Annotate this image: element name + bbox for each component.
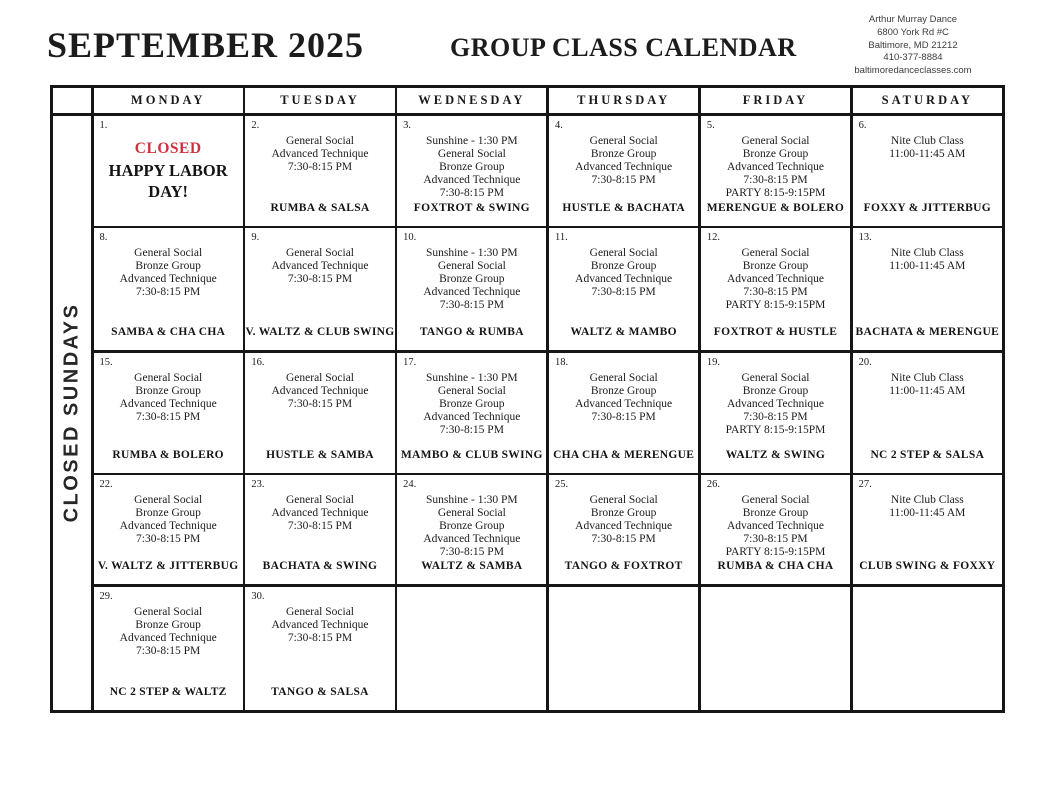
class-line: General Social	[134, 371, 203, 384]
calendar-grid	[50, 85, 1005, 713]
day-number: 13.	[858, 232, 872, 243]
class-line: Advanced Technique	[575, 160, 673, 173]
day-cell-8	[94, 228, 243, 350]
day-number: 20.	[858, 356, 872, 368]
class-schedule	[94, 606, 243, 658]
class-schedule	[701, 372, 850, 437]
day-number: 30.	[251, 590, 265, 602]
class-line: Advanced Technique	[423, 533, 521, 545]
class-line: PARTY 8:15-9:15PM	[725, 299, 826, 311]
class-line: 7:30-8:15 PM	[136, 644, 201, 657]
class-line: PARTY 8:15-9:15PM	[725, 186, 826, 199]
day-cell-1	[94, 116, 243, 226]
class-schedule	[549, 372, 698, 424]
day-number: 3.	[403, 119, 412, 131]
dance-styles-label: NC 2 STEP & WALTZ	[109, 686, 227, 698]
day-cell-27	[853, 475, 1002, 584]
day-number: 9.	[251, 232, 260, 243]
day-number: 11.	[554, 232, 568, 243]
day-header-thursday: THURSDAY	[549, 88, 698, 113]
business-name: Arthur Murray Dance	[868, 14, 958, 25]
day-cell-5	[701, 116, 850, 226]
class-line: General Social	[589, 134, 658, 147]
day-cell-25	[549, 475, 698, 584]
day-cell-empty-4-3	[549, 587, 698, 711]
class-schedule	[245, 606, 394, 645]
day-cell-17	[397, 353, 546, 473]
dance-styles-label: FOXXY & JITTERBUG	[863, 201, 991, 214]
dance-styles-label: WALTZ & SWING	[725, 448, 826, 461]
closed-sundays-label: CLOSED SUNDAYS	[60, 302, 83, 523]
day-cell-20	[853, 353, 1002, 473]
day-cell-23	[245, 475, 394, 584]
class-line: Nite Club Class	[890, 134, 964, 147]
class-line: General Social	[741, 134, 810, 147]
class-line: 7:30-8:15 PM	[136, 533, 201, 545]
day-cell-11	[549, 228, 698, 350]
dance-styles-label: V. WALTZ & CLUB SWING	[245, 326, 395, 338]
business-info	[838, 14, 988, 78]
class-line: Advanced Technique	[726, 520, 824, 532]
class-line: Bronze Group	[742, 384, 809, 397]
day-cell-29	[94, 587, 243, 711]
business-address-line1: 6800 York Rd #C	[877, 26, 949, 38]
class-line: General Social	[741, 494, 810, 506]
class-line: General Social	[741, 247, 810, 259]
class-line: 11:00-11:45 AM	[889, 384, 966, 397]
class-line: Advanced Technique	[423, 286, 521, 298]
class-line: 7:30-8:15 PM	[439, 423, 504, 436]
class-line: General Social	[589, 247, 658, 259]
day-cell-22	[94, 475, 243, 584]
class-schedule	[701, 494, 850, 559]
class-line: Advanced Technique	[271, 384, 369, 397]
page-title: GROUP CLASS CALENDAR	[450, 33, 797, 62]
class-line: Nite Club Class	[890, 247, 964, 259]
corner-cell	[53, 88, 91, 113]
day-number: 12.	[706, 232, 720, 243]
dance-styles-label: V. WALTZ & JITTERBUG	[97, 560, 239, 572]
class-line: Bronze Group	[590, 260, 657, 272]
class-line: General Social	[589, 494, 658, 506]
class-line: Sunshine - 1:30 PM	[425, 371, 518, 384]
class-line: General Social	[285, 134, 354, 147]
class-line: General Social	[285, 247, 354, 259]
class-line: 7:30-8:15 PM	[591, 173, 656, 186]
class-line: Advanced Technique	[119, 397, 217, 410]
class-line: Bronze Group	[439, 520, 505, 532]
day-cell-10	[397, 228, 546, 350]
class-line: Advanced Technique	[119, 273, 217, 285]
dance-styles-label: BACHATA & MERENGUE	[855, 326, 1000, 338]
day-cell-4	[549, 116, 698, 226]
day-number: 19.	[706, 356, 720, 368]
class-line: General Social	[134, 247, 203, 259]
class-line: General Social	[437, 384, 506, 397]
class-line: Bronze Group	[135, 260, 201, 272]
class-line: 7:30-8:15 PM	[287, 160, 353, 173]
class-schedule	[397, 372, 546, 437]
day-number: 6.	[858, 119, 867, 131]
class-schedule	[549, 247, 698, 299]
class-line: General Social	[589, 371, 658, 384]
dance-styles-label: WALTZ & SAMBA	[421, 560, 523, 572]
day-cell-empty-4-5	[853, 587, 1002, 711]
class-line: 11:00-11:45 AM	[889, 507, 966, 519]
business-website: baltimoredanceclasses.com	[854, 65, 972, 77]
day-header-monday: MONDAY	[94, 88, 243, 113]
class-schedule	[94, 372, 243, 424]
dance-styles-label: TANGO & SALSA	[271, 686, 369, 698]
class-line: General Social	[437, 260, 506, 272]
holiday-note: HAPPY LABOR DAY!	[108, 160, 228, 201]
class-line: PARTY 8:15-9:15PM	[725, 546, 826, 558]
day-cell-empty-4-4	[701, 587, 850, 711]
dance-styles-label: HUSTLE & SAMBA	[266, 448, 374, 461]
class-line: PARTY 8:15-9:15PM	[725, 423, 826, 436]
day-number: 2.	[251, 119, 260, 131]
class-line: 7:30-8:15 PM	[136, 286, 201, 298]
class-line: 7:30-8:15 PM	[591, 286, 656, 298]
class-line: 7:30-8:15 PM	[287, 273, 353, 285]
class-line: Nite Club Class	[890, 494, 964, 506]
dance-styles-label: SAMBA & CHA CHA	[111, 326, 226, 338]
day-cell-6	[853, 116, 1002, 226]
day-number: 18.	[554, 356, 569, 368]
dance-styles-label: RUMBA & BOLERO	[112, 448, 224, 461]
class-line: Advanced Technique	[575, 273, 673, 285]
class-line: 7:30-8:15 PM	[287, 397, 353, 410]
class-line: General Social	[437, 147, 506, 160]
class-line: General Social	[134, 494, 203, 506]
day-cell-26	[701, 475, 850, 584]
class-schedule	[701, 247, 850, 312]
class-line: Advanced Technique	[271, 260, 369, 272]
class-line: Advanced Technique	[271, 618, 369, 631]
day-number: 22.	[99, 479, 113, 490]
day-number: 1.	[99, 119, 108, 131]
class-schedule	[94, 494, 243, 546]
day-cell-empty-4-2	[397, 587, 546, 711]
class-schedule	[853, 494, 1002, 520]
class-line: Bronze Group	[742, 507, 809, 519]
day-number: 25.	[554, 479, 569, 490]
dance-styles-label: TANGO & FOXTROT	[564, 560, 683, 572]
class-line: General Social	[741, 371, 810, 384]
class-line: Bronze Group	[135, 507, 201, 519]
class-line: Bronze Group	[742, 260, 809, 272]
class-schedule	[245, 494, 394, 533]
class-line: Advanced Technique	[271, 147, 369, 160]
class-line: 7:30-8:15 PM	[136, 410, 201, 423]
class-schedule	[853, 135, 1002, 161]
class-schedule	[853, 247, 1002, 273]
dance-styles-label: CHA CHA & MERENGUE	[553, 448, 695, 461]
dance-styles-label: MERENGUE & BOLERO	[706, 201, 845, 214]
class-line: 7:30-8:15 PM	[743, 533, 808, 545]
day-cell-15	[94, 353, 243, 473]
class-line: Bronze Group	[590, 507, 657, 519]
class-line: 7:30-8:15 PM	[591, 410, 656, 423]
day-number: 24.	[403, 479, 417, 490]
class-line: Advanced Technique	[726, 397, 824, 410]
class-line: Advanced Technique	[271, 507, 369, 519]
day-header-wednesday: WEDNESDAY	[397, 88, 546, 113]
class-line: Advanced Technique	[575, 397, 673, 410]
dance-styles-label: TANGO & RUMBA	[419, 326, 524, 338]
class-line: General Social	[285, 371, 354, 384]
class-line: Advanced Technique	[119, 520, 217, 532]
class-schedule	[397, 247, 546, 312]
day-number: 23.	[251, 479, 265, 490]
day-cell-19	[701, 353, 850, 473]
closed-sundays-banner	[53, 116, 91, 711]
class-schedule	[245, 135, 394, 174]
class-line: 7:30-8:15 PM	[287, 520, 353, 532]
class-line: 7:30-8:15 PM	[439, 299, 504, 311]
dance-styles-label: RUMBA & CHA CHA	[717, 560, 834, 572]
class-line: Nite Club Class	[890, 371, 964, 384]
class-schedule	[853, 372, 1002, 398]
class-line: Sunshine - 1:30 PM	[425, 247, 518, 259]
class-schedule	[94, 247, 243, 299]
class-line: 11:00-11:45 AM	[889, 260, 966, 272]
day-cell-16	[245, 353, 394, 473]
class-line: General Social	[285, 605, 354, 618]
day-number: 16.	[251, 356, 265, 368]
class-line: Bronze Group	[439, 160, 505, 173]
day-number: 29.	[99, 590, 113, 602]
day-cell-30	[245, 587, 394, 711]
class-line: Bronze Group	[439, 397, 505, 410]
day-number: 8.	[99, 232, 108, 243]
day-number: 4.	[554, 119, 563, 131]
class-line: Bronze Group	[135, 384, 201, 397]
class-line: Advanced Technique	[726, 160, 824, 173]
class-line: Bronze Group	[742, 147, 809, 160]
class-line: Advanced Technique	[423, 173, 521, 186]
class-line: Bronze Group	[590, 147, 657, 160]
class-line: General Social	[437, 507, 506, 519]
class-line: Sunshine - 1:30 PM	[425, 134, 518, 147]
business-address-line2: Baltimore, MD 21212	[868, 39, 958, 51]
dance-styles-label: FOXTROT & SWING	[413, 201, 530, 214]
class-schedule	[549, 494, 698, 546]
day-cell-12	[701, 228, 850, 350]
class-schedule	[397, 135, 546, 200]
dance-styles-label: RUMBA & SALSA	[270, 201, 370, 214]
class-schedule	[397, 494, 546, 559]
day-number: 10.	[403, 232, 417, 243]
class-schedule	[245, 247, 394, 286]
day-header-tuesday: TUESDAY	[245, 88, 394, 113]
class-line: 7:30-8:15 PM	[743, 286, 808, 298]
day-number: 5.	[706, 119, 715, 131]
class-line: Advanced Technique	[575, 520, 673, 532]
day-number: 27.	[858, 479, 872, 490]
class-line: Bronze Group	[439, 273, 505, 285]
class-line: General Social	[134, 605, 203, 618]
class-line: Advanced Technique	[119, 631, 217, 644]
class-line: 7:30-8:15 PM	[743, 173, 808, 186]
day-cell-9	[245, 228, 394, 350]
dance-styles-label: HUSTLE & BACHATA	[562, 201, 685, 214]
day-cell-13	[853, 228, 1002, 350]
class-line: General Social	[285, 494, 354, 506]
day-cell-3	[397, 116, 546, 226]
month-title: SEPTEMBER 2025	[47, 25, 365, 65]
day-cell-2	[245, 116, 394, 226]
dance-styles-label: FOXTROT & HUSTLE	[713, 326, 838, 338]
business-phone: 410-377-8884	[883, 52, 943, 64]
class-line: Advanced Technique	[423, 410, 521, 423]
class-schedule	[245, 372, 394, 411]
day-cell-24	[397, 475, 546, 584]
day-header-saturday: SATURDAY	[853, 88, 1002, 113]
day-header-friday: FRIDAY	[701, 88, 850, 113]
dance-styles-label: MAMBO & CLUB SWING	[400, 448, 543, 461]
day-number: 17.	[403, 356, 417, 368]
class-line: 7:30-8:15 PM	[439, 546, 504, 558]
dance-styles-label: BACHATA & SWING	[262, 560, 378, 572]
class-line: 7:30-8:15 PM	[743, 410, 808, 423]
class-schedule	[701, 135, 850, 200]
class-line: 7:30-8:15 PM	[287, 631, 353, 644]
closed-label: CLOSED	[134, 139, 202, 157]
dance-styles-label: CLUB SWING & FOXXY	[859, 560, 996, 572]
day-number: 26.	[706, 479, 720, 490]
class-line: Sunshine - 1:30 PM	[425, 494, 518, 506]
dance-styles-label: WALTZ & MAMBO	[570, 326, 677, 338]
day-cell-18	[549, 353, 698, 473]
class-line: Bronze Group	[590, 384, 657, 397]
class-line: 7:30-8:15 PM	[591, 533, 656, 545]
dance-styles-label: NC 2 STEP & SALSA	[870, 448, 985, 461]
class-schedule	[549, 135, 698, 187]
class-line: 7:30-8:15 PM	[439, 186, 504, 199]
day-number: 15.	[99, 356, 113, 368]
class-line: Advanced Technique	[726, 273, 824, 285]
class-line: 11:00-11:45 AM	[889, 147, 966, 160]
class-line: Bronze Group	[135, 618, 201, 631]
